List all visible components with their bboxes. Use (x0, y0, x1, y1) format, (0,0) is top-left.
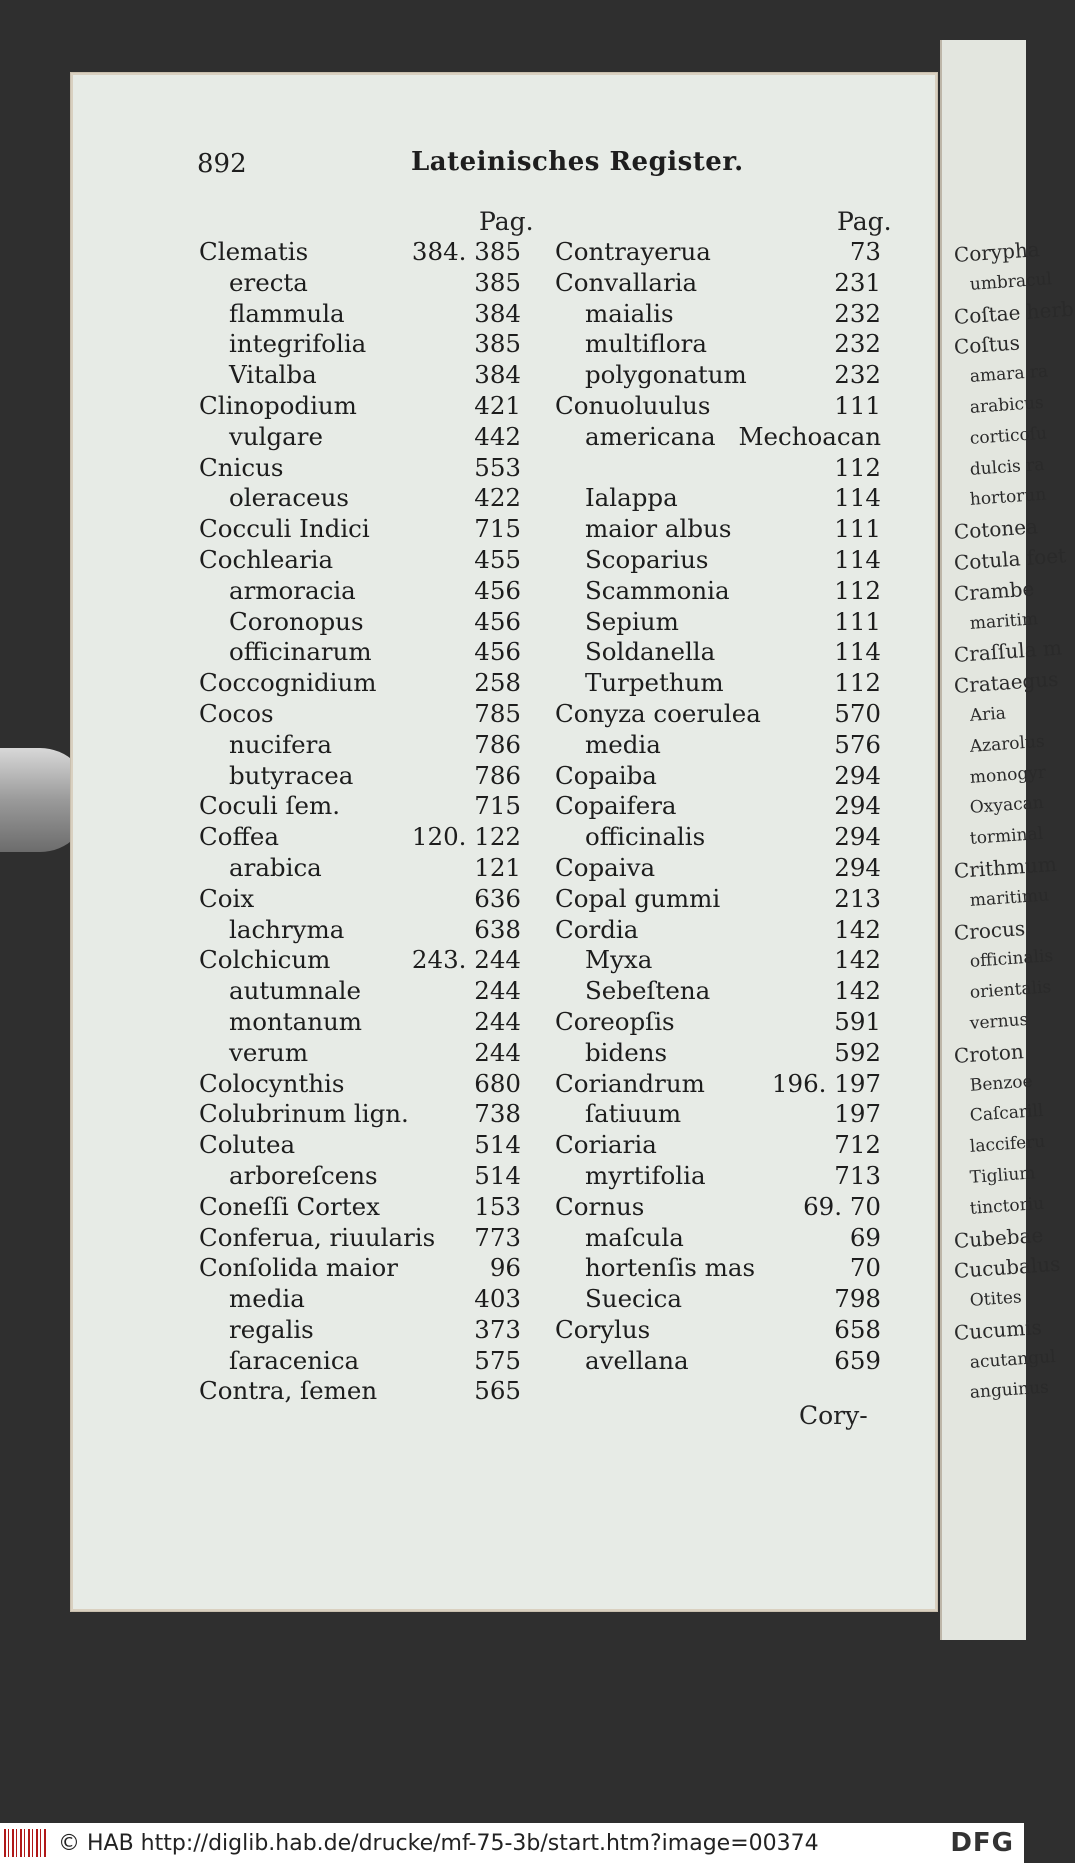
index-column-right (555, 237, 881, 1376)
index-entry (199, 730, 521, 761)
index-page-ref: 244 (474, 976, 521, 1006)
index-entry (555, 822, 881, 853)
index-entry (199, 1315, 521, 1346)
index-entry (555, 1038, 881, 1069)
index-entry (199, 699, 521, 730)
index-term: hortenſis mas (585, 1253, 756, 1283)
facing-entry: Croton (953, 1038, 1025, 1068)
index-page-ref: 592 (834, 1037, 881, 1067)
index-term: Colutea (199, 1130, 296, 1160)
index-term: media (229, 1284, 305, 1314)
index-term: Coix (199, 883, 255, 913)
index-entry (199, 1346, 521, 1377)
index-entry (555, 791, 881, 822)
index-term: autumnale (229, 976, 361, 1006)
index-entry (555, 1284, 881, 1315)
index-page-ref: 294 (834, 822, 881, 852)
facing-entry: monogyr (969, 762, 1047, 788)
index-term: Contra, ſemen (199, 1376, 378, 1406)
facing-entry: Cucumis (953, 1314, 1043, 1345)
index-page-ref: 455 (474, 544, 521, 574)
index-page-ref: 384 (474, 298, 521, 328)
index-entry (555, 453, 881, 484)
index-page-ref: 69 (849, 1222, 881, 1252)
index-page-ref: 576 (834, 729, 881, 759)
index-page-ref: 111 (834, 606, 881, 636)
index-entry (199, 422, 521, 453)
index-page-ref: 258 (474, 668, 521, 698)
facing-entry: Crataegus (953, 666, 1060, 699)
facing-entry: orientalis (969, 977, 1052, 1003)
index-term: Suecica (585, 1284, 682, 1314)
index-entry (199, 237, 521, 268)
index-page-ref: 384 (474, 360, 521, 390)
index-page-ref: 553 (474, 452, 521, 482)
index-term: regalis (229, 1314, 314, 1344)
index-page-ref: 456 (474, 606, 521, 636)
copyright-link[interactable]: © HAB http://diglib.hab.de/drucke/mf-75-3b/start.htm?image=00374 (58, 1830, 819, 1856)
index-term: Conyza coerulea (555, 698, 761, 728)
index-term: Soldanella (585, 637, 716, 667)
index-entry (555, 884, 881, 915)
index-entry (199, 329, 521, 360)
index-entry (199, 1161, 521, 1192)
column-heading-right: Pag. (837, 207, 892, 236)
index-page-ref: 798 (834, 1284, 881, 1314)
index-entry (199, 1376, 521, 1407)
index-entry (199, 391, 521, 422)
index-page-ref: 786 (474, 729, 521, 759)
barcode-icon (4, 1829, 48, 1857)
index-term: Copaiva (555, 852, 656, 882)
index-term: Copaifera (555, 791, 677, 821)
index-entry (199, 915, 521, 946)
index-term: Ialappa (585, 483, 678, 513)
index-term: lachryma (229, 914, 345, 944)
facing-entry: Cucubalus (953, 1251, 1062, 1284)
index-term: Scammonia (585, 575, 730, 605)
index-term: maialis (585, 298, 674, 328)
index-page-ref: 514 (474, 1160, 521, 1190)
index-term: Sebeſtena (585, 976, 711, 1006)
index-page-ref: 385 (474, 329, 521, 359)
facing-entry: tinctoriu (969, 1193, 1045, 1219)
index-term: Coffea (199, 822, 280, 852)
index-term: maſcula (585, 1222, 684, 1252)
index-page-ref: 197 (834, 1099, 881, 1129)
index-term: Cornus (555, 1191, 645, 1221)
facing-entry: Craſſula m (953, 635, 1063, 668)
index-page-ref: 715 (474, 514, 521, 544)
index-term: Coreopſis (555, 1006, 675, 1036)
facing-entry: maritim (969, 608, 1039, 634)
index-term: myrtifolia (585, 1160, 706, 1190)
index-page-ref: 244 (474, 1006, 521, 1036)
index-page-ref: 243. 244 (411, 945, 521, 975)
index-term: Coneſſi Cortex (199, 1191, 380, 1221)
index-term: verum (229, 1037, 309, 1067)
facing-page-entries (953, 237, 1075, 1410)
index-entry (555, 1253, 881, 1284)
index-entry (199, 884, 521, 915)
facing-entry: Crambe (953, 576, 1036, 606)
index-page-ref: 385 (474, 267, 521, 297)
index-entry (555, 422, 881, 453)
index-term: maior albus (585, 514, 732, 544)
facing-entry: acutangul (969, 1346, 1057, 1373)
index-term: Cocculi Indici (199, 514, 370, 544)
index-page-ref: 73 (849, 237, 881, 266)
index-term: Copal gummi (555, 883, 721, 913)
index-term: Conſolida maior (199, 1253, 398, 1283)
index-term: americana (585, 421, 716, 451)
index-term: Convallaria (555, 267, 698, 297)
index-entry (199, 545, 521, 576)
facing-entry: corticoſu (969, 423, 1048, 449)
index-page-ref: 658 (834, 1314, 881, 1344)
index-page-ref: 712 (834, 1130, 881, 1160)
facing-entry: Coſtae herb (953, 296, 1075, 329)
facing-entry: anguinus (969, 1377, 1050, 1404)
index-entry (199, 853, 521, 884)
index-term: Cordia (555, 914, 639, 944)
index-page-ref: 114 (834, 544, 881, 574)
facing-entry: dulcis ra (969, 454, 1046, 480)
index-term: arabica (229, 852, 322, 882)
index-entry (555, 761, 881, 792)
facing-entry: Azarolus (969, 731, 1046, 757)
index-term: Conferua, riuularis (199, 1222, 436, 1252)
index-entry (555, 545, 881, 576)
index-column-left (199, 237, 521, 1407)
index-entry (199, 1284, 521, 1315)
index-page-ref: 213 (834, 883, 881, 913)
index-page-ref: 786 (474, 760, 521, 790)
index-term: integrifolia (229, 329, 367, 359)
index-page-ref: 715 (474, 791, 521, 821)
index-page-ref: 294 (834, 760, 881, 790)
index-entry (199, 1192, 521, 1223)
index-term: flammula (229, 298, 345, 328)
index-page-ref: 111 (834, 514, 881, 544)
index-entry (555, 637, 881, 668)
index-term: Copaiba (555, 760, 657, 790)
index-entry (555, 483, 881, 514)
index-page-ref: 142 (834, 976, 881, 1006)
index-term: Coriandrum (555, 1068, 705, 1098)
index-entry (199, 1007, 521, 1038)
index-page-ref: 680 (474, 1068, 521, 1098)
index-term: butyracea (229, 760, 354, 790)
index-entry (555, 945, 881, 976)
facing-entry: Coſtus (953, 330, 1021, 360)
index-page-ref: 111 (834, 390, 881, 420)
index-entry (555, 329, 881, 360)
index-page-ref: 121 (474, 852, 521, 882)
page-number: 892 (197, 149, 247, 179)
index-entry (199, 268, 521, 299)
index-page-ref: 421 (474, 390, 521, 420)
index-entry (199, 637, 521, 668)
index-page-ref: 112 (834, 452, 881, 482)
index-term: Corylus (555, 1314, 651, 1344)
index-entry (199, 483, 521, 514)
index-term: Cocos (199, 698, 274, 728)
facing-entry: lacciferu (969, 1131, 1046, 1157)
index-page-ref: 442 (474, 421, 521, 451)
index-term: media (585, 729, 661, 759)
index-entry (555, 1192, 881, 1223)
index-entry (555, 299, 881, 330)
index-page-ref: 70 (849, 1253, 881, 1283)
facing-entry: Cubebae (953, 1222, 1044, 1253)
index-entry (199, 607, 521, 638)
index-entry (555, 1223, 881, 1254)
index-term: Clinopodium (199, 390, 357, 420)
index-entry (199, 668, 521, 699)
index-page-ref: 232 (834, 329, 881, 359)
index-entry (555, 607, 881, 638)
index-entry (555, 514, 881, 545)
column-heading-left: Pag. (479, 207, 534, 236)
index-entry (555, 976, 881, 1007)
facing-entry: Benzoe (969, 1071, 1034, 1096)
facing-entry: maritimu (969, 885, 1050, 911)
index-entry (199, 299, 521, 330)
index-page-ref: 142 (834, 914, 881, 944)
index-page-ref: 456 (474, 575, 521, 605)
facing-entry: Cotula foet (953, 543, 1067, 575)
index-page-ref: 570 (834, 698, 881, 728)
index-page-ref: 96 (489, 1253, 521, 1283)
index-term: avellana (585, 1345, 689, 1375)
index-term: Coriaria (555, 1130, 657, 1160)
index-page-ref: 422 (474, 483, 521, 513)
index-page-ref: 785 (474, 698, 521, 728)
index-page-ref: 196. 197 (771, 1068, 881, 1098)
index-entry (199, 976, 521, 1007)
index-term: oleraceus (229, 483, 349, 513)
index-term: nucifera (229, 729, 333, 759)
index-entry (199, 1099, 521, 1130)
document-page (70, 72, 938, 1612)
facing-entry: Caſcarill (969, 1101, 1044, 1127)
index-entry (199, 576, 521, 607)
facing-entry: hortorun (969, 484, 1047, 511)
index-page-ref: 514 (474, 1130, 521, 1160)
facing-entry: umbracul (969, 268, 1053, 295)
index-page-ref: 69. 70 (803, 1191, 881, 1221)
index-term: officinarum (229, 637, 372, 667)
facing-entry: Oxyacan (969, 793, 1045, 819)
index-entry (555, 668, 881, 699)
index-term: officinalis (585, 822, 706, 852)
index-page-ref: 403 (474, 1284, 521, 1314)
index-entry (555, 1346, 881, 1377)
index-entry (555, 360, 881, 391)
index-entry (555, 391, 881, 422)
index-entry (199, 360, 521, 391)
index-term: Coculi ſem. (199, 791, 341, 821)
index-entry (199, 514, 521, 545)
index-page-ref: 575 (474, 1345, 521, 1375)
index-entry (555, 1130, 881, 1161)
index-term: ſaracenica (229, 1345, 360, 1375)
index-page-ref: 384. 385 (411, 237, 521, 266)
index-entry (199, 1130, 521, 1161)
facing-entry: Cotonea (953, 514, 1039, 545)
index-page-ref: 659 (834, 1345, 881, 1375)
index-term: vulgare (229, 421, 323, 451)
index-entry (199, 453, 521, 484)
index-page-ref: 153 (474, 1191, 521, 1221)
index-term: multiflora (585, 329, 707, 359)
index-term: Coronopus (229, 606, 364, 636)
index-entry (199, 761, 521, 792)
index-term: Colchicum (199, 945, 331, 975)
facing-page-edge (940, 40, 1075, 1640)
index-page-ref: 636 (474, 883, 521, 913)
footer-bar (0, 1823, 1024, 1863)
index-entry (555, 237, 881, 268)
index-entry (555, 730, 881, 761)
facing-entry: Otites (969, 1287, 1023, 1311)
index-page-ref: 232 (834, 298, 881, 328)
index-page-ref: 373 (474, 1314, 521, 1344)
index-page-ref: 231 (834, 267, 881, 297)
index-term: Conuoluulus (555, 390, 711, 420)
index-term: Colubrinum lign. (199, 1099, 409, 1129)
index-term: montanum (229, 1006, 363, 1036)
index-entry (199, 1253, 521, 1284)
catchword: Cory- (799, 1401, 868, 1430)
index-entry (199, 822, 521, 853)
index-term: Colocynthis (199, 1068, 345, 1098)
facing-entry: Corypha (953, 237, 1041, 267)
index-term: Vitalba (229, 360, 317, 390)
index-page-ref: 638 (474, 914, 521, 944)
index-entry (199, 1223, 521, 1254)
index-page-ref: 773 (474, 1222, 521, 1252)
index-term: ſatiuum (585, 1099, 682, 1129)
index-entry (555, 853, 881, 884)
facing-entry: torminal (969, 823, 1044, 850)
index-entry (555, 1069, 881, 1100)
index-entry (199, 945, 521, 976)
index-page-ref: 120. 122 (411, 822, 521, 852)
index-page-ref: 112 (834, 575, 881, 605)
index-term: Turpethum (585, 668, 724, 698)
index-term: Cnicus (199, 452, 284, 482)
index-page-ref: 112 (834, 668, 881, 698)
index-term: Myxa (585, 945, 653, 975)
index-term: Coccognidium (199, 668, 377, 698)
index-term: polygonatum (585, 360, 747, 390)
index-entry (555, 915, 881, 946)
index-term: Sepium (585, 606, 679, 636)
index-page-ref: 294 (834, 791, 881, 821)
index-page-ref: 738 (474, 1099, 521, 1129)
facing-entry: officinalis (969, 946, 1054, 973)
index-entry (199, 1038, 521, 1069)
index-page-ref: Mechoacan (738, 421, 881, 451)
index-term: Scoparius (585, 544, 709, 574)
facing-entry: vernus (969, 1009, 1029, 1034)
facing-entry: arabicus (969, 392, 1045, 418)
index-term: armoracia (229, 575, 356, 605)
index-term: bidens (585, 1037, 668, 1067)
index-entry (555, 1161, 881, 1192)
facing-entry: Crithmum (953, 851, 1058, 883)
index-entry (555, 576, 881, 607)
index-term: Cochlearia (199, 544, 334, 574)
index-entry (555, 1007, 881, 1038)
index-page-ref: 294 (834, 852, 881, 882)
index-term: arboreſcens (229, 1160, 378, 1190)
index-term: erecta (229, 267, 308, 297)
index-page-ref: 114 (834, 637, 881, 667)
index-page-ref: 114 (834, 483, 881, 513)
index-term: Contrayerua (555, 237, 711, 266)
index-entry (555, 1315, 881, 1346)
index-page-ref: 232 (834, 360, 881, 390)
facing-entry: Tiglium (969, 1163, 1037, 1188)
facing-entry: Crocus (953, 915, 1026, 945)
index-page-ref: 244 (474, 1037, 521, 1067)
index-term: Clematis (199, 237, 309, 266)
facing-entry: Aria (969, 703, 1007, 726)
index-entry (555, 1099, 881, 1130)
facing-entry: amara ra (969, 361, 1049, 388)
index-entry (555, 268, 881, 299)
index-page-ref: 713 (834, 1160, 881, 1190)
index-page-ref: 591 (834, 1006, 881, 1036)
dfg-logo: DFG (950, 1828, 1014, 1858)
page-title: Lateinisches Register. (411, 147, 744, 177)
index-entry (199, 1069, 521, 1100)
index-entry (199, 791, 521, 822)
index-page-ref: 456 (474, 637, 521, 667)
index-page-ref: 565 (474, 1376, 521, 1406)
index-page-ref: 142 (834, 945, 881, 975)
index-entry (555, 699, 881, 730)
